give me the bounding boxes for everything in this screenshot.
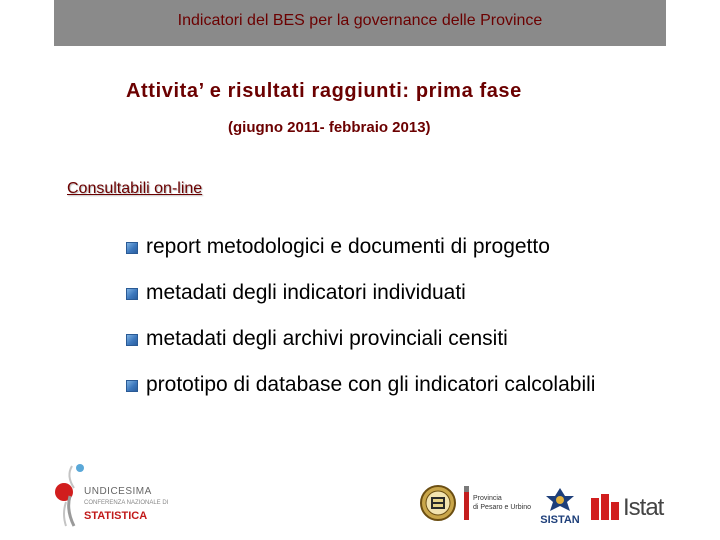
provincia-name-label: di Pesaro e Urbino (473, 504, 531, 511)
slide-subtitle: (giugno 2011- febbraio 2013) (228, 119, 431, 136)
istat-mark-icon (591, 494, 621, 522)
square-bullet-icon (126, 334, 138, 346)
provincia-mark-icon (463, 486, 471, 520)
provincia-logo (463, 486, 533, 522)
conference-mark-icon (52, 462, 86, 528)
bullet-text: metadati degli indicatori individuati (146, 281, 466, 304)
bullet-item (124, 232, 595, 278)
sistan-logo (538, 486, 582, 528)
provincia-label: Provincia (473, 495, 502, 502)
bullet-item (124, 278, 595, 324)
bullet-item (124, 370, 595, 416)
undicesima-label: UNDICESIMA (84, 486, 152, 497)
bullet-text: prototipo di database con gli indicatori calcolabili (146, 373, 596, 396)
slide-title: Attivita’ e risultati raggiunti: prima fase (126, 80, 522, 102)
bullet-list (124, 232, 595, 416)
header-bar (54, 0, 666, 46)
istat-logo (591, 494, 665, 522)
crest-icon (420, 485, 456, 521)
bullet-item (124, 324, 595, 370)
conferenza-label: CONFERENZA NAZIONALE DI (84, 500, 169, 506)
section-heading: Consultabili on-line (67, 180, 203, 197)
istat-label: Istat (623, 494, 664, 521)
square-bullet-icon (126, 242, 138, 254)
undicesima-conferenza-logo (52, 462, 172, 528)
sistan-star-icon (538, 486, 582, 514)
square-bullet-icon (126, 288, 138, 300)
header-title: Indicatori del BES per la governance delle Province (177, 12, 543, 29)
statistica-label: STATISTICA (84, 510, 148, 522)
bullet-text: metadati degli archivi provinciali censiti (146, 327, 508, 350)
bullet-text: report metodologici e documenti di progetto (146, 235, 550, 258)
crest-seal-logo (420, 485, 456, 521)
sistan-label: SISTAN (540, 514, 580, 526)
square-bullet-icon (126, 380, 138, 392)
